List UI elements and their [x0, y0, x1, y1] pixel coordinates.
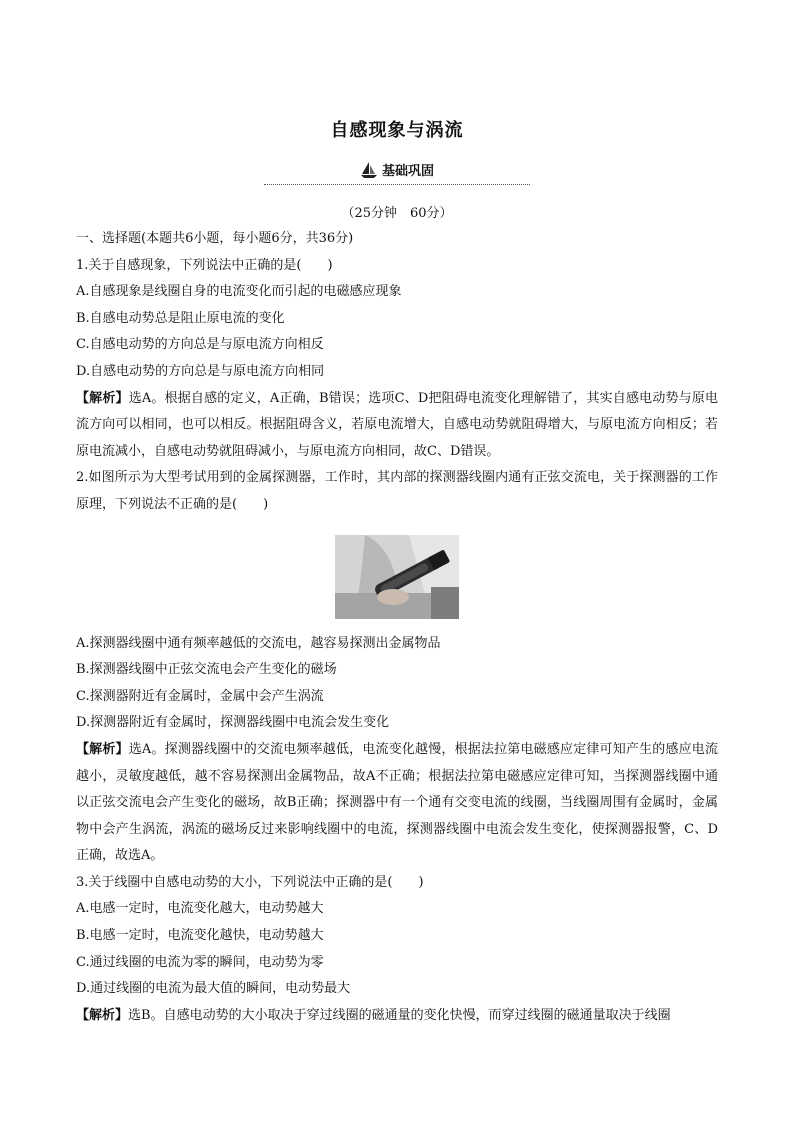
- q3-option-c: C.通过线圈的电流为零的瞬间，电动势为零: [76, 954, 324, 970]
- q1-option-a: A.自感现象是线圈自身的电流变化而引起的电磁感应现象: [76, 284, 402, 300]
- analysis-tag: 【解析】: [76, 741, 129, 757]
- section-header-label: 基础巩固: [381, 164, 434, 179]
- q3-option-b: B.电感一定时，电流变化越快，电动势越大: [76, 928, 324, 944]
- q2-stem: 2.如图所示为大型考试用到的金属探测器，工作时，其内部的探测器线圈内通有正弦交流电，关于探测器的工作原理，下列说法不正确的是( ): [76, 470, 718, 512]
- figure-container: [76, 527, 718, 627]
- q1-stem: 1.关于自感现象，下列说法中正确的是( ): [76, 257, 333, 273]
- section-header: [264, 160, 530, 185]
- q2-option-d: D.探测器附近有金属时，探测器线圈中电流会发生变化: [76, 715, 390, 731]
- q1-analysis: [76, 386, 718, 466]
- metal-detector-photo: [335, 535, 459, 619]
- q1-option-c: C.自感电动势的方向总是与原电流方向相反: [76, 337, 324, 353]
- q3-stem: 3.关于线圈中自感电动势的大小，下列说法中正确的是( ): [76, 874, 424, 890]
- q3-analysis-text: 选B。自感电动势的大小取决于穿过线圈的磁通量的变化快慢，而穿过线圈的磁通量取决于线圈: [128, 1007, 671, 1023]
- time-score-note: （25分钟 60分）: [341, 206, 453, 221]
- q1-analysis-text: 选A。根据自感的定义，A正确，B错误；选项C、D把阻碍电流变化理解错了，其实自感电动势与原电流方向可以相同，也可以相反。根据阻碍含义，若原电流增大，自感电动势就阻碍增大，与原电流方向相反；若原电流减小，自感电动势就阻碍减小，与原电流方向相同，故C、D错误。: [76, 390, 718, 459]
- q3-analysis: [76, 1003, 718, 1030]
- q2-option-c: C.探测器附近有金属时，金属中会产生涡流: [76, 688, 324, 704]
- page-title: 自感现象与涡流: [330, 120, 464, 141]
- q1-option-d: D.自感电动势的方向总是与原电流方向相同: [76, 363, 325, 379]
- q3-option-a: A.电感一定时，电流变化越大，电动势越大: [76, 901, 324, 917]
- q1-option-b: B.自感电动势总是阻止原电流的变化: [76, 310, 285, 326]
- q2-analysis: [76, 737, 718, 870]
- q2-option-a: A.探测器线圈中通有频率越低的交流电，越容易探测出金属物品: [76, 635, 441, 651]
- question-body: [76, 226, 718, 1029]
- analysis-tag: 【解析】: [76, 390, 129, 406]
- sailboat-icon: [360, 161, 378, 179]
- q2-option-b: B.探测器线圈中正弦交流电会产生变化的磁场: [76, 662, 337, 678]
- part-header: 一、选择题(本题共6小题，每小题6分，共36分): [76, 231, 354, 246]
- q3-option-d: D.通过线圈的电流为最大值的瞬间，电动势最大: [76, 981, 351, 997]
- analysis-tag: 【解析】: [76, 1007, 129, 1023]
- q2-analysis-text: 选A。探测器线圈中的交流电频率越低，电流变化越慢，根据法拉第电磁感应定律可知产生的感应电流越小，灵敏度越低，越不容易探测出金属物品，故A不正确；根据法拉第电磁感应定律可知，当探测器线圈中通以正弦交流电会产生变化的磁场，故B正确；探测器中有一个通有交变电流的线圈，当线圈周围有金属时，金属物中会产生涡流，涡流的磁场反过来影响线圈中的电流，探测器线圈中电流会发生变化，使探测器报警，C、D正确，故选A。: [76, 741, 718, 864]
